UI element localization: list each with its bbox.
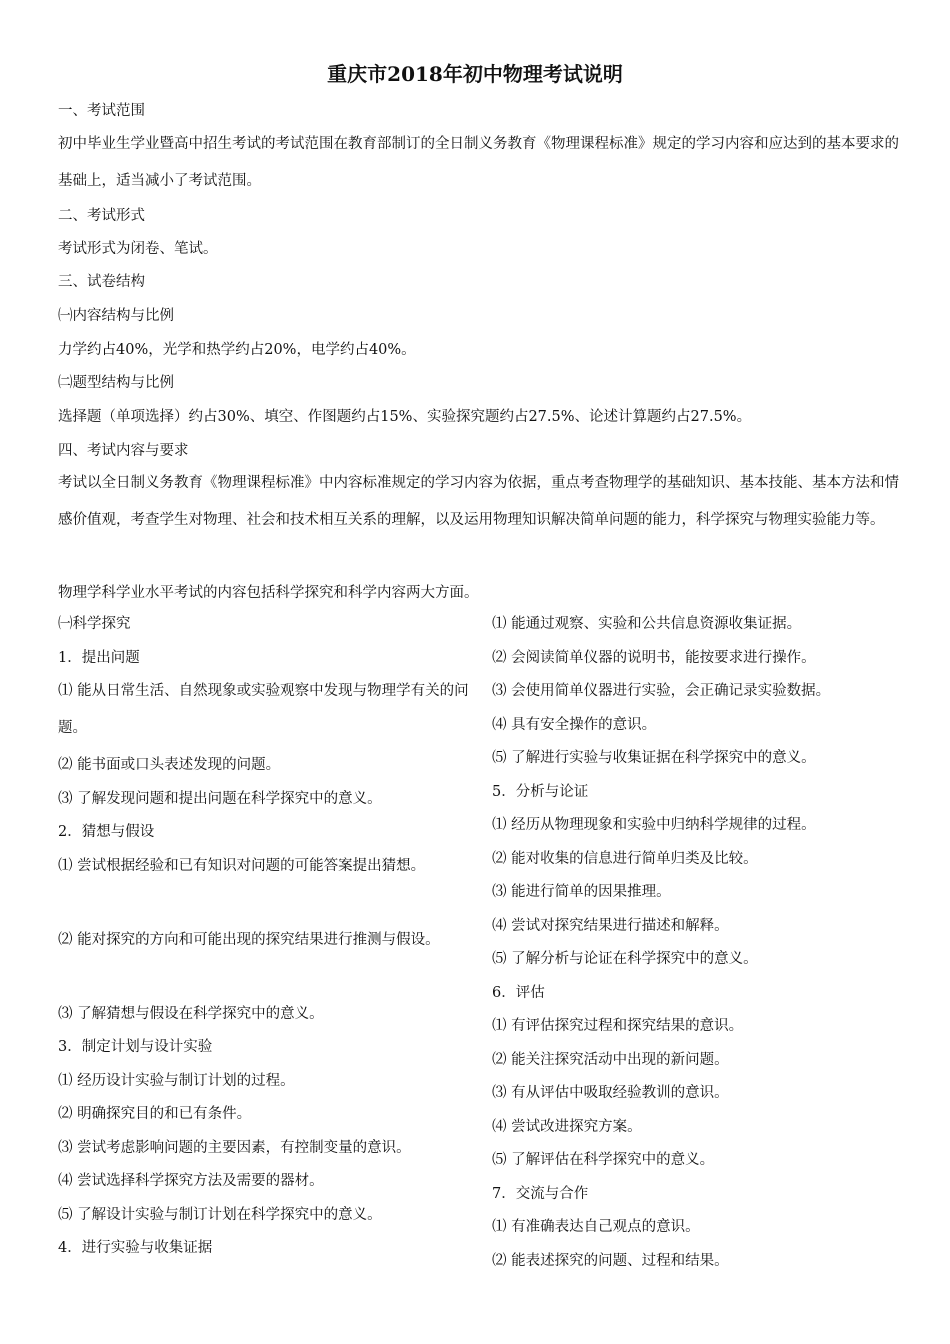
list-item: ⑷ 尝试对探究结果进行描述和解释。 [492, 917, 729, 934]
list-item: ⑵ 明确探究目的和已有条件。 [58, 1106, 252, 1122]
section-heading-format: 二、考试形式 [58, 208, 145, 224]
list-item: 5．分析与论证 [492, 783, 589, 800]
list-item: ⑷ 尝试改进探究方案。 [492, 1118, 642, 1135]
list-item: 1．提出问题 [58, 649, 140, 666]
section-heading-content: 四、考试内容与要求 [58, 443, 189, 459]
list-item: ⑵ 能对收集的信息进行简单归类及比较。 [492, 850, 758, 867]
list-item: ⑴ 有评估探究过程和探究结果的意识。 [492, 1018, 744, 1034]
list-item: ⑵ 能关注探究活动中出现的新问题。 [492, 1051, 729, 1068]
list-item: ⑶ 有从评估中吸取经验教训的意识。 [492, 1085, 729, 1101]
list-item: ⑷ 具有安全操作的意识。 [492, 716, 657, 733]
list-item: ⑴ 经历设计实验与制订计划的过程。 [58, 1072, 295, 1089]
subheading-content-ratio: ㈠内容结构与比例 [58, 308, 174, 324]
section-text-content: 考试以全日制义务教育《物理课程标准》中内容标准规定的学习内容为依据，重点考查物理学的基础知识、基本技能、基本方法和情感价值观，考查学生对物理、社会和技术相互关系的理解，以及运用物理知识解决简单问题的能力，科学探究与物理实验能力等。 [58, 475, 899, 528]
list-item: ⑵ 能对探究的方向和可能出现的探究结果进行推测与假设。 [58, 931, 440, 948]
section-text-format: 考试形式为闭卷、笔试。 [58, 241, 218, 257]
list-item: ⑶ 尝试考虑影响问题的主要因素，有控制变量的意识。 [58, 1139, 411, 1156]
list-item: 3．制定计划与设计实验 [58, 1039, 213, 1055]
section-heading-scope: 一、考试范围 [58, 103, 145, 119]
text-question-ratio: 选择题（单项选择）约占30%、填空、作图题约占15%、实验探究题约占27.5%、论述计算题约占27.5%。 [58, 409, 752, 425]
section-text-scope: 初中毕业生学业暨高中招生考试的考试范围在教育部制订的全日制义务教育《物理课程标准》规定的学习内容和应达到的基本要求的基础上，适当减小了考试范围。 [58, 136, 899, 189]
list-item: 7．交流与合作 [492, 1185, 589, 1202]
list-item: ⑴ 能从日常生活、自然现象或实验观察中发现与物理学有关的问题。 [58, 683, 469, 736]
list-item: ⑶ 能进行简单的因果推理。 [492, 884, 671, 900]
list-item: ⑵ 能书面或口头表述发现的问题。 [58, 757, 281, 773]
list-item: ⑶ 会使用简单仪器进行实验，会正确记录实验数据。 [492, 683, 831, 699]
list-item: ㈠科学探究 [58, 616, 131, 632]
section-text-content-scope: 物理学科学业水平考试的内容包括科学探究和科学内容两大方面。 [58, 585, 479, 601]
list-item: ⑴ 尝试根据经验和已有知识对问题的可能答案提出猜想。 [58, 857, 426, 874]
list-item: ⑶ 了解发现问题和提出问题在科学探究中的意义。 [58, 790, 382, 807]
list-item: ⑵ 能表述探究的问题、过程和结果。 [492, 1252, 729, 1269]
list-item: 2．猜想与假设 [58, 824, 155, 840]
text-content-ratio: 力学约占40%，光学和热学约占20%，电学约占40%。 [58, 342, 416, 358]
subheading-question-ratio: ㈡题型结构与比例 [58, 375, 174, 391]
list-item: ⑸ 了解评估在科学探究中的意义。 [492, 1152, 715, 1168]
list-item: 6．评估 [492, 984, 545, 1001]
list-item: ⑸ 了解分析与论证在科学探究中的意义。 [492, 951, 758, 967]
list-item: ⑶ 了解猜想与假设在科学探究中的意义。 [58, 1005, 324, 1022]
list-item: ⑴ 有准确表达自己观点的意识。 [492, 1219, 700, 1235]
list-item: ⑸ 了解进行实验与收集证据在科学探究中的意义。 [492, 750, 816, 766]
right-column [492, 612, 912, 1282]
list-item: ⑸ 了解设计实验与制订计划在科学探究中的意义。 [58, 1206, 382, 1223]
document-title: 重庆市2018年初中物理考试说明 [327, 62, 623, 86]
section-heading-structure: 三、试卷结构 [58, 274, 145, 290]
list-item: ⑷ 尝试选择科学探究方法及需要的器材。 [58, 1173, 324, 1189]
list-item: ⑴ 经历从物理现象和实验中归纳科学规律的过程。 [492, 817, 816, 833]
list-item: ⑴ 能通过观察、实验和公共信息资源收集证据。 [492, 616, 802, 632]
left-column [58, 612, 470, 1270]
list-item: 4．进行实验与收集证据 [58, 1240, 213, 1256]
list-item: ⑵ 会阅读简单仪器的说明书，能按要求进行操作。 [492, 649, 816, 666]
